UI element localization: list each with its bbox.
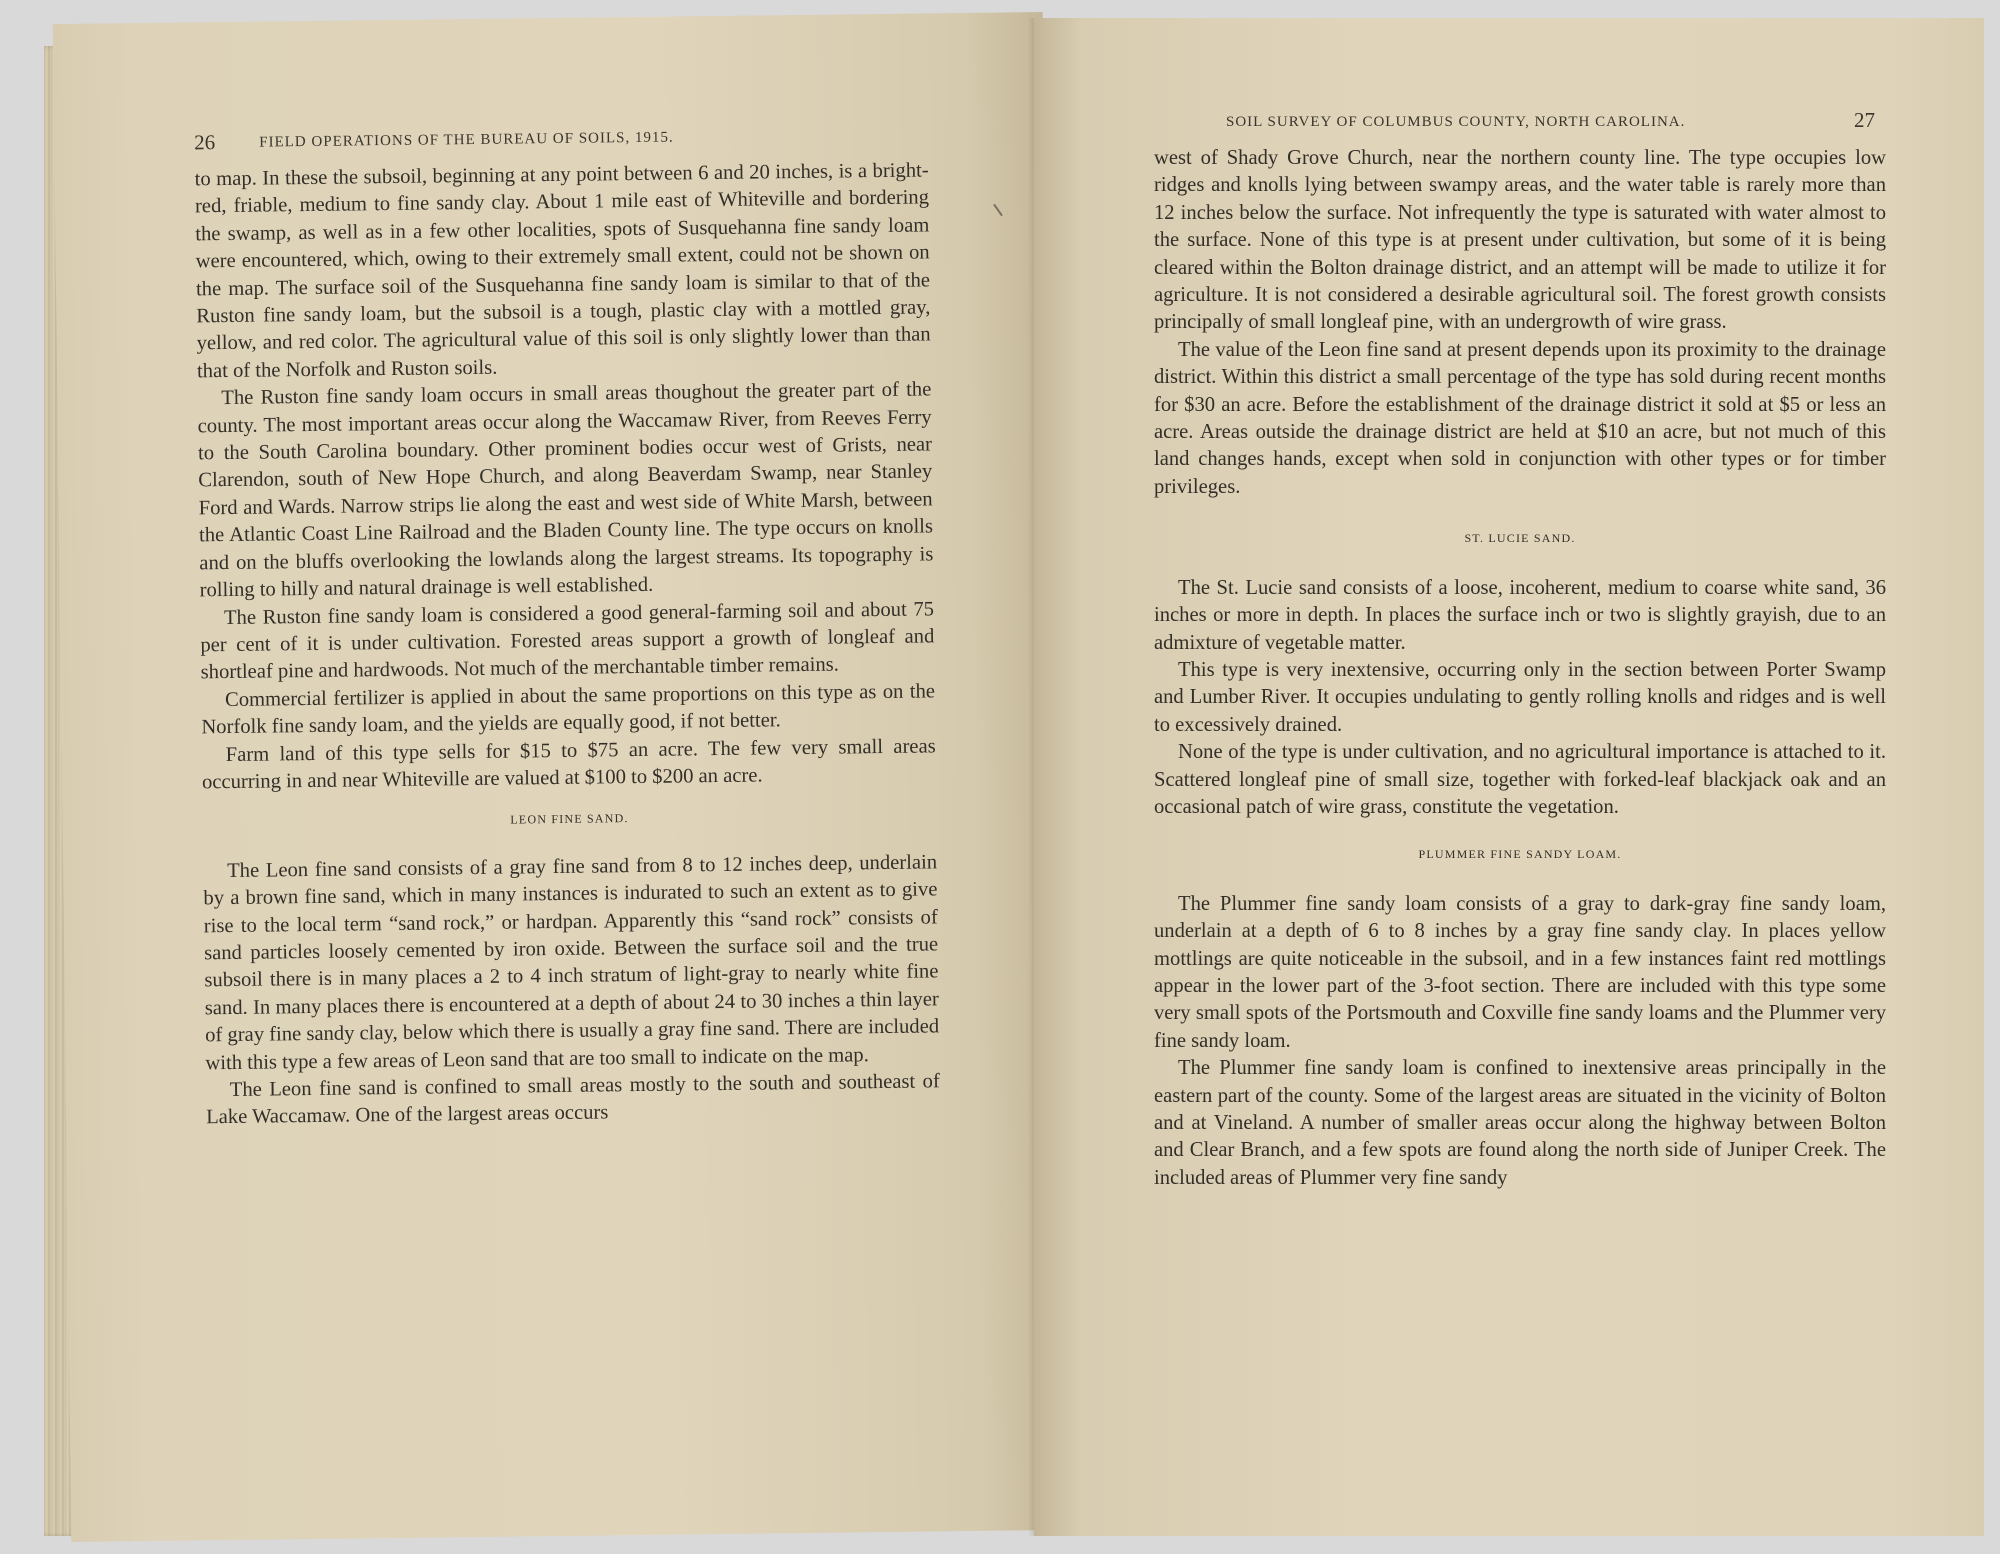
paragraph: The value of the Leon fine sand at present depends upon its proximity to the drainage district. Within this district a small percentage of the type has sold during recent months for $30 an acre. Before the establishment of the drainage district it sold at $5 or less an acre. Areas outside the drainage district are held at $10 an acre, but not much of this land changes hands, except when sold in conjunction with other types or for timber privileges. [1154,338,1886,498]
paragraph: The Plummer fine sandy loam is confined to inextensive areas principally in the eastern part of the county. Some of the largest areas are situated in the vicinity of Bolton and at Vineland. A number of smaller areas occur along the highway between Bolton and Clear Branch, and a few spots are found along the north side of Juniper Creek. The included areas of Plummer very fine sandy [1154,1057,1886,1189]
right-running-head: SOIL SURVEY OF COLUMBUS COUNTY, NORTH CAROLINA. [1226,114,1686,130]
right-page-number: 27 [1854,108,1875,132]
paragraph: to map. In these the subsoil, beginning at any point between 6 and 20 inches, is a bright-red, friable, medium to fine sandy clay. About 1 mile east of Whiteville and bordering the swamp, as well as in a few other localities, spots of Susquehanna fine sandy loam were encountered, which, owing to their extremely small extent, could not be shown on the map. The surface soil of the Susquehanna fine sandy loam is similar to that of the Ruston fine sandy loam, but the subsoil is a tough, plastic clay with a mottled gray, yellow, and red color. The agricultural value of this soil is only slightly lower than than that of the Norfolk and Ruston soils. [194,159,931,383]
right-text-column [1154,145,1886,1192]
paragraph: The St. Lucie sand consists of a loose, incoherent, medium to coarse white sand, 36 inches or more in depth. In places the surface inch or two is slightly grayish, due to an admixture of vegetable matter. [1154,576,1886,654]
paragraph: None of the type is under cultivation, and no agricultural importance is attached to it. Scattered longleaf pine of small size, together with forked-leaf blackjack oak and an occasional patch of wire grass, constitute the vegetation. [1154,741,1886,818]
left-running-head: FIELD OPERATIONS OF THE BUREAU OF SOILS, 1915. [259,129,674,151]
left-page [53,12,1061,1542]
paragraph: Commercial fertilizer is applied in about the same proportions on this type as on the Norfolk fine sandy loam, and the yields are equally good, if not better. [201,680,936,739]
section-heading: LEON FINE SAND. [510,811,629,827]
paragraph: The Leon fine sand consists of a gray fine sand from 8 to 12 inches deep, underlain by a brown fine sand, which in many instances is indurated to such an extent as to give rise to the local term “sand rock,” or hardpan. Apparently this “sand rock” consists of sand particles loosely cemented by iron oxide. Between the surface soil and the true subsoil there is in many places a 2 to 4 inch stratum of light-gray to nearly white fine sand. In many places there is encountered at a depth of about 24 to 30 inches a thin layer of gray fine sandy clay, below which there is usually a gray fine sand. There are included with this type a few areas of Leon sand that are too small to indicate on the map. [203,851,940,1074]
paragraph: Farm land of this type sells for $15 to $75 an acre. The few very small areas occurring in and near Whiteville are valued at $100 to $200 an acre. [201,734,936,794]
open-book [22,18,1984,1536]
paragraph: The Plummer fine sandy loam consists of a gray to dark-gray fine sandy loam, underlain at a depth of 6 to 8 inches by a gray fine sandy clay. In places yellow mottlings are quite noticeable in the subsoil, and in a few instances faint red mottlings appear in the lower part of the 3-foot section. There are included with this type some very small spots of the Portsmouth and Coxville fine sandy loams and the Plummer very fine sandy loam. [1154,892,1886,1052]
paragraph: west of Shady Grove Church, near the northern county line. The type occupies low ridges and knolls lying between swampy areas, and the water table is rarely more than 12 inches below the surface. Not infrequently the type is saturated with water almost to the surface. None of this type is at present under cultivation, but some of it is being cleared within the Bolton drainage district, and an attempt will be made to utilize it for agriculture. It is not considered a desirable agricultural soil. The forest growth consists principally of small longleaf pine, with an undergrowth of wire grass. [1154,147,1886,334]
paragraph: The Leon fine sand is confined to small areas mostly to the south and southeast of Lake Waccamaw. One of the largest areas occurs [206,1070,940,1129]
section-heading: ST. LUCIE SAND. [1464,531,1576,546]
section-heading: PLUMMER FINE SANDY LOAM. [1418,847,1622,862]
left-page-number: 26 [194,130,216,155]
right-page [1034,18,1984,1536]
left-text-column [195,157,941,1132]
paragraph: The Ruston fine sandy loam occurs in small areas thoughout the greater part of the county. The most important areas occur along the Waccamaw River, from Reeves Ferry to the South Carolina boundary. Other prominent bodies occur west of Grists, near Clarendon, south of New Hope Church, and along Beaverdam Swamp, near Stanley Ford and Wards. Narrow strips lie along the east and west side of White Marsh, between the Atlantic Coast Line Railroad and the Bladen County line. The type occurs on knolls and on the bluffs overlooking the lowlands along the largest streams. Its topography is rolling to hilly and natural drainage is well established. [197,378,934,602]
paragraph: This type is very inextensive, occurring only in the section between Porter Swamp and Lumber River. It occupies undulating to gently rolling knolls and ridges and is well to excessively drained. [1154,658,1886,736]
paragraph: The Ruston fine sandy loam is considered a good general-farming soil and about 75 per cent of it is under cultivation. Forested areas support a growth of longleaf and shortleaf pine and hardwoods. Not much of the merchantable timber remains. [200,597,935,684]
